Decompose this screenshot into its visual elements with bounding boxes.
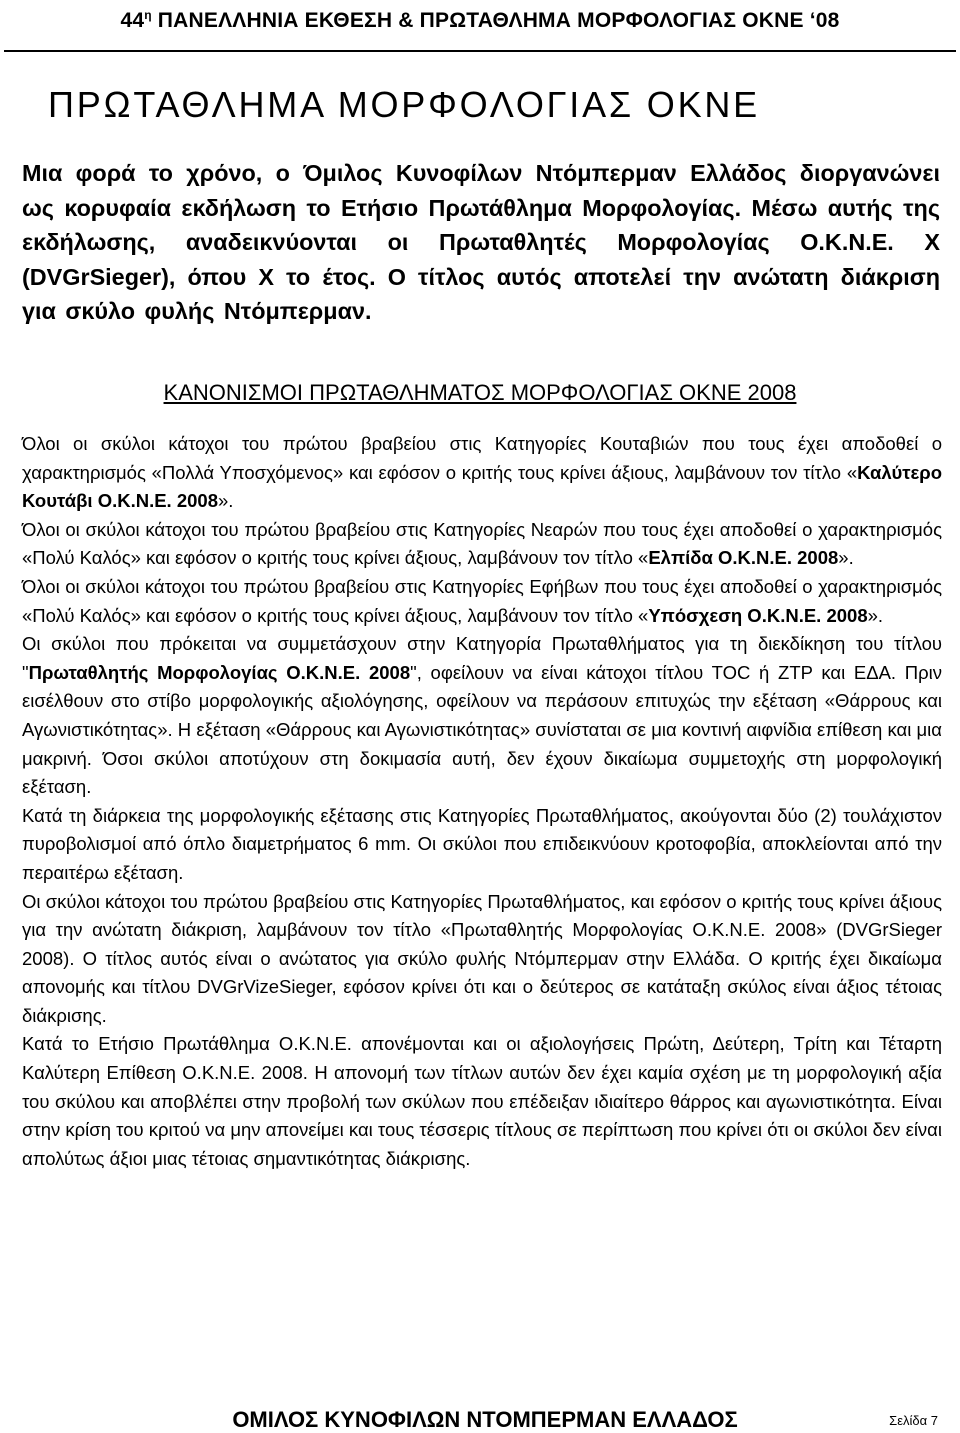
- title-promise: Υπόσχεση Ο.Κ.Ν.Ε. 2008: [648, 604, 868, 626]
- footer-organization: ΟΜΙΛΟΣ ΚΥΝΟΦΙΛΩΝ ΝΤΟΜΠΕΡΜΑΝ ΕΛΛΑΔΟΣ: [232, 1407, 738, 1432]
- rule-paragraph-juniors: Όλοι οι σκύλοι κάτοχοι του πρώτου βραβείου στις Κατηγορίες Νεαρών που τους έχει αποδοθεί ο χαρακτηρισμός «Πολύ Καλός» και εφόσον ο κριτής τους κρίνει άξιους, λαμβάνουν τον τίτλο «Ελπίδα Ο.Κ.Ν.Ε. 2008».: [22, 518, 942, 569]
- header-divider: [4, 50, 956, 52]
- rule-paragraph-gunshot-test: Κατά τη διάρκεια της μορφολογικής εξέτασης στις Κατηγορίες Πρωταθλήματος, ακούγονται δύο (2) τουλάχιστον πυροβολισμοί από όπλο διαμετρήματος 6 mm. Οι σκύλοι που επιδεικνύουν κροτοφοβία, αποκλείονται από την περαιτέρω εξέταση.: [22, 804, 942, 883]
- rules-heading: ΚΑΝΟΝΙΣΜΟΙ ΠΡΩΤΑΘΛΗΜΑΤΟΣ ΜΟΡΦΟΛΟΓΙΑΣ ΟΚΝΕ 2008: [163, 380, 797, 405]
- title-champion: Πρωταθλητής Μορφολογίας Ο.Κ.Ν.Ε. 2008: [28, 661, 411, 683]
- header-number: 44: [120, 9, 145, 32]
- header-title: ΠΑΝΕΛΛΗΝΙΑ ΕΚΘΕΣΗ & ΠΡΩΤΑΘΛΗΜΑ ΜΟΡΦΟΛΟΓΙΑΣ ΟΚΝΕ ‘08: [151, 9, 840, 32]
- title-hope: Ελπίδα Ο.Κ.Ν.Ε. 2008: [648, 547, 839, 569]
- rule-paragraph-champion-title: Οι σκύλοι κάτοχοι του πρώτου βραβείου στις Κατηγορίες Πρωταθλήματος, και εφόσον ο κριτής τους κρίνει άξιους για την ανώτατη διάκριση, λαμβάνουν τον τίτλο «Πρωταθλητής Μορφολογίας Ο.Κ.Ν.Ε. 2008» (DVGrSieger 2008). Ο τίτλος αυτός είναι ο ανώτατος για σκύλο φυλής Ντόμπερμαν στην Ελλάδα. Ο κριτής έχει δικαίωμα απονομής και τίτλου DVGrVizeSieger, εφόσον κρίνει ότι και ο δεύτερος σε κατάταξη σκύλος είναι άξιος τέτοιας διάκρισης.: [22, 890, 942, 1026]
- rule-paragraph-youth: Όλοι οι σκύλοι κάτοχοι του πρώτου βραβείου στις Κατηγορίες Εφήβων που τους έχει αποδοθεί ο χαρακτηρισμός «Πολύ Καλός» και εφόσον ο κριτής τους κρίνει άξιους, λαμβάνουν τον τίτλο «Υπόσχεση Ο.Κ.Ν.Ε. 2008».: [22, 575, 942, 626]
- page-title: ΠΡΩΤΑΘΛΗΜΑ ΜΟΡΦΟΛΟΓΙΑΣ ΟΚΝΕ: [48, 84, 760, 125]
- intro-paragraph: Μια φορά το χρόνο, ο Όμιλος Κυνοφίλων Ντόμπερμαν Ελλάδος διοργανώνει ως κορυφαία εκδήλωση το Ετήσιο Πρωτάθλημα Μορφολογίας. Μέσω αυτής της εκδήλωσης, αναδεικνύονται οι Πρωταθλητές Μορφολογίας Ο.Κ.Ν.Ε. Χ (DVGrSieger), όπου Χ το έτος. Ο τίτλος αυτός αποτελεί την ανώτατη διάκριση για σκύλο φυλής Ντόμπερμαν.: [22, 160, 940, 324]
- running-header: [0, 8, 960, 33]
- rule-paragraph-puppies: Όλοι οι σκύλοι κάτοχοι του πρώτου βραβείου στις Κατηγορίες Κουταβιών που τους έχει αποδοθεί ο χαρακτηρισμός «Πολλά Υποσχόμενος» και εφόσον ο κριτής τους κρίνει άξιους, λαμβάνουν τον τίτλο «Καλύτερο Κουτάβι Ο.Κ.Ν.Ε. 2008».: [22, 433, 942, 512]
- rule-paragraph-championship-entry: Οι σκύλοι που πρόκειται να συμμετάσχουν στην Κατηγορία Πρωταθλήματος για τη διεκδίκηση του τίτλου "Πρωταθλητής Μορφολογίας Ο.Κ.Ν.Ε. 2008", οφείλουν να είναι κάτοχοι τίτλου ΤΟC ή ZTP και ΕΔΑ. Πριν εισέλθουν στο στίβο μορφολογικής αξιολόγησης, οφείλουν να περάσουν επιτυχώς την εξέταση «Θάρρους και Αγωνιστικότητας». Η εξέταση «Θάρρους και Αγωνιστικότητας» συνίσταται σε μια κοντινή αιφνίδια επίθεση και μια μακρινή. Όσοι σκύλοι αποτύχουν στη δοκιμασία αυτή, δεν έχουν δικαίωμα συμμετοχής στη μορφολογική εξέταση.: [22, 633, 943, 798]
- page-footer: [0, 1407, 960, 1431]
- rules-body: [22, 430, 942, 1173]
- rule-paragraph-attack-awards: Κατά το Ετήσιο Πρωτάθλημα Ο.Κ.Ν.Ε. απονέμονται και οι αξιολογήσεις Πρώτη, Δεύτερη, Τρίτη και Τέταρτη Καλύτερη Επίθεση Ο.Κ.Ν.Ε. 2008. Η απονομή των τίτλων αυτών δεν έχει καμία σχέση με τη μορφολογική αξία του σκύλου και αποβλέπει στην προβολή των σκύλων που επέδειξαν ιδιαίτερο θάρρος και αγωνιστικότητα. Είναι στην κρίση του κριτού να μην απονείμει και τους τέσσερις τίτλους σε περίπτωση που κρίνει ότι οι σκύλοι δεν είναι απολύτως άξιοι μιας τέτοιας σημαντικότητας διάκρισης.: [22, 1033, 942, 1169]
- page-number: Σελίδα 7: [889, 1413, 938, 1428]
- header-superscript: η: [144, 8, 152, 22]
- title-best-puppy: Καλύτερο Κουτάβι Ο.Κ.Ν.Ε. 2008: [22, 461, 942, 512]
